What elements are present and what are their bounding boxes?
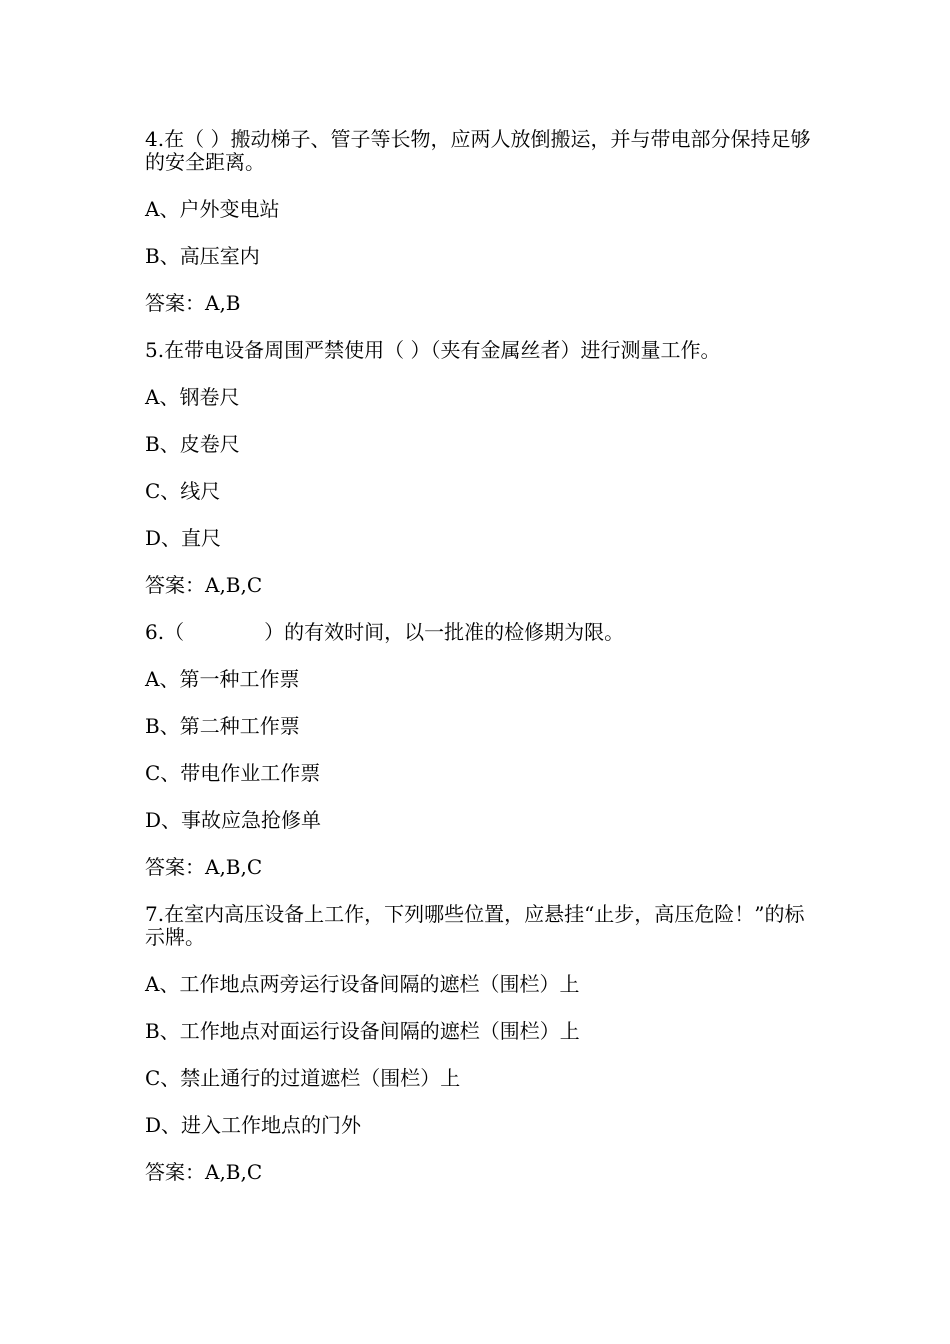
option-b: B、工作地点对面运行设备间隔的遮栏（围栏）上 <box>145 1019 580 1043</box>
document-page <box>145 128 815 1208</box>
question-block-6 <box>145 621 815 879</box>
option-c: C、线尺 <box>145 479 221 503</box>
answer-text: 答案：A,B,C <box>145 855 263 879</box>
question-text: 6.（ ）的有效时间，以一批准的检修期为限。 <box>145 620 625 644</box>
option-a: A、第一种工作票 <box>145 667 300 691</box>
option-a: A、工作地点两旁运行设备间隔的遮栏（围栏）上 <box>145 972 580 996</box>
option-a: A、户外变电站 <box>145 197 280 221</box>
option-c: C、禁止通行的过道遮栏（围栏）上 <box>145 1066 461 1090</box>
question-text: 7.在室内高压设备上工作，下列哪些位置，应悬挂“止步，高压危险！”的标示牌。 <box>145 902 805 949</box>
question-block-7 <box>145 903 815 1184</box>
option-a: A、钢卷尺 <box>145 385 240 409</box>
question-block-4 <box>145 128 815 315</box>
option-b: B、高压室内 <box>145 244 260 268</box>
question-text: 4.在（ ）搬动梯子、管子等长物，应两人放倒搬运，并与带电部分保持足够的安全距离。 <box>145 127 811 174</box>
option-b: B、皮卷尺 <box>145 432 240 456</box>
answer-text: 答案：A,B <box>145 291 241 315</box>
question-block-5 <box>145 339 815 597</box>
answer-text: 答案：A,B,C <box>145 573 263 597</box>
option-d: D、直尺 <box>145 526 222 550</box>
option-b: B、第二种工作票 <box>145 714 300 738</box>
option-d: D、进入工作地点的门外 <box>145 1113 362 1137</box>
question-text: 5.在带电设备周围严禁使用（ ）（夹有金属丝者）进行测量工作。 <box>145 338 721 362</box>
answer-text: 答案：A,B,C <box>145 1160 263 1184</box>
option-c: C、带电作业工作票 <box>145 761 321 785</box>
option-d: D、事故应急抢修单 <box>145 808 322 832</box>
